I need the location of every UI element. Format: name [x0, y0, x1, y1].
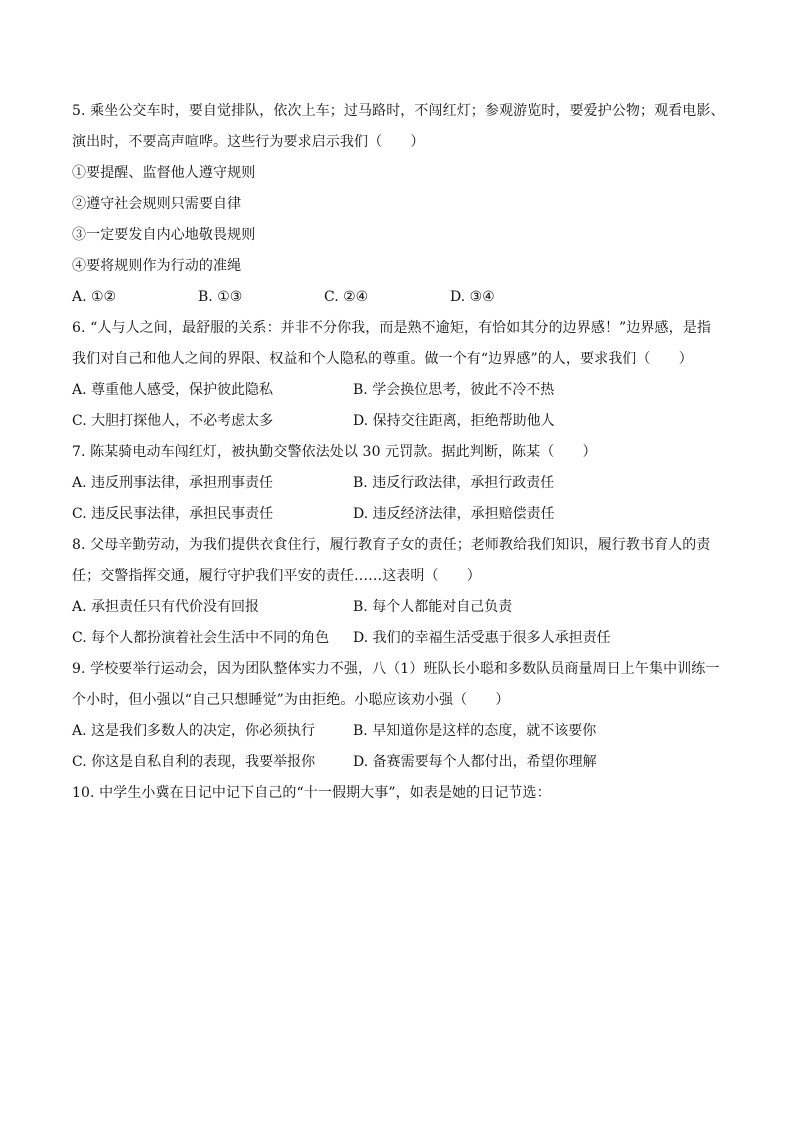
question-stem-line: 6. “人与人之间，最舒服的关系：并非不分你我，而是熟不逾矩，有恰如其分的边界感！”边界感，是指	[72, 320, 711, 336]
answer-options	[72, 592, 720, 623]
option-c: C. ②④	[324, 289, 369, 305]
option-c: C. 违反民事法律，承担民事责任	[72, 506, 274, 522]
statement-3: ③一定要发自内心地敬畏规则	[72, 227, 256, 243]
question-stem-line: 个小时，但小强以“自己只想睡觉”为由拒绝。小聪应该劝小强（ ）	[72, 692, 510, 708]
option-b: B. 违反行政法律，承担行政责任	[353, 475, 555, 491]
question-stem-line: 7. 陈某骑电动车闯红灯，被执勤交警依法处以 30 元罚款。据此判断，陈某（ ）	[72, 444, 597, 460]
option-d: D. 备赛需要每个人都付出，希望你理解	[353, 754, 597, 770]
answer-options	[72, 716, 720, 747]
option-b: B. 早知道你是这样的态度，就不该要你	[353, 723, 597, 739]
option-a: A. ①②	[72, 289, 117, 305]
option-b: B. 学会换位思考，彼此不冷不热	[353, 382, 555, 398]
option-c: C. 你这是自私自利的表现，我要举报你	[72, 754, 316, 770]
question-6	[72, 313, 720, 437]
option-a: A. 尊重他人感受，保护彼此隐私	[72, 382, 274, 398]
question-stem-line: 演出时，不要高声喧哗。这些行为要求启示我们（ ）	[72, 134, 425, 150]
option-a: A. 这是我们多数人的决定，你必须执行	[72, 723, 316, 739]
answer-options	[72, 375, 720, 406]
option-a: A. 承担责任只有代价没有回报	[72, 599, 260, 615]
option-d: D. 违反经济法律，承担赔偿责任	[353, 506, 555, 522]
question-10	[72, 778, 720, 809]
option-b: B. 每个人都能对自己负责	[353, 599, 513, 615]
answer-options	[72, 623, 720, 654]
option-a: A. 违反刑事法律，承担刑事责任	[72, 475, 274, 491]
option-c: C. 大胆打探他人，不必考虑太多	[72, 413, 274, 429]
question-stem-line: 8. 父母辛勤劳动，为我们提供衣食住行，履行教育子女的责任；老师教给我们知识，履行教书育人的责	[72, 537, 711, 553]
option-d: D. 我们的幸福生活受惠于很多人承担责任	[353, 630, 611, 646]
statement-1: ①要提醒、监督他人遵守规则	[72, 165, 256, 181]
option-d: D. ③④	[450, 289, 495, 305]
answer-options	[72, 468, 720, 499]
question-stem-line: 5. 乘坐公交车时，要自觉排队，依次上车；过马路时，不闯红灯；参观游览时，要爱护公物；观看电影、	[72, 103, 725, 119]
statement-2: ②遵守社会规则只需要自律	[72, 196, 242, 212]
option-c: C. 每个人都扮演着社会生活中不同的角色	[72, 630, 330, 646]
answer-options	[72, 406, 720, 437]
answer-options	[72, 282, 720, 313]
question-stem-line: 我们对自己和他人之间的界限、权益和个人隐私的尊重。做一个有“边界感”的人，要求我们（ ）	[72, 351, 693, 367]
option-d: D. 保持交往距离，拒绝帮助他人	[353, 413, 555, 429]
question-5	[72, 96, 725, 313]
question-9	[72, 654, 720, 778]
question-stem-line: 9. 学校要举行运动会，因为团队整体实力不强，八（1）班队长小聪和多数队员商量周日上午集中训练一	[72, 661, 720, 677]
answer-options	[72, 499, 720, 530]
question-7	[72, 437, 720, 530]
statement-4: ④要将规则作为行动的准绳	[72, 258, 242, 274]
question-stem-line: 10. 中学生小冀在日记中记下自己的“十一假期大事”，如表是她的日记节选：	[72, 785, 551, 801]
question-8	[72, 530, 720, 654]
option-b: B. ①③	[198, 289, 243, 305]
question-stem-line: 任；交警指挥交通，履行守护我们平安的责任……这表明（ ）	[72, 568, 481, 584]
answer-options	[72, 747, 720, 778]
